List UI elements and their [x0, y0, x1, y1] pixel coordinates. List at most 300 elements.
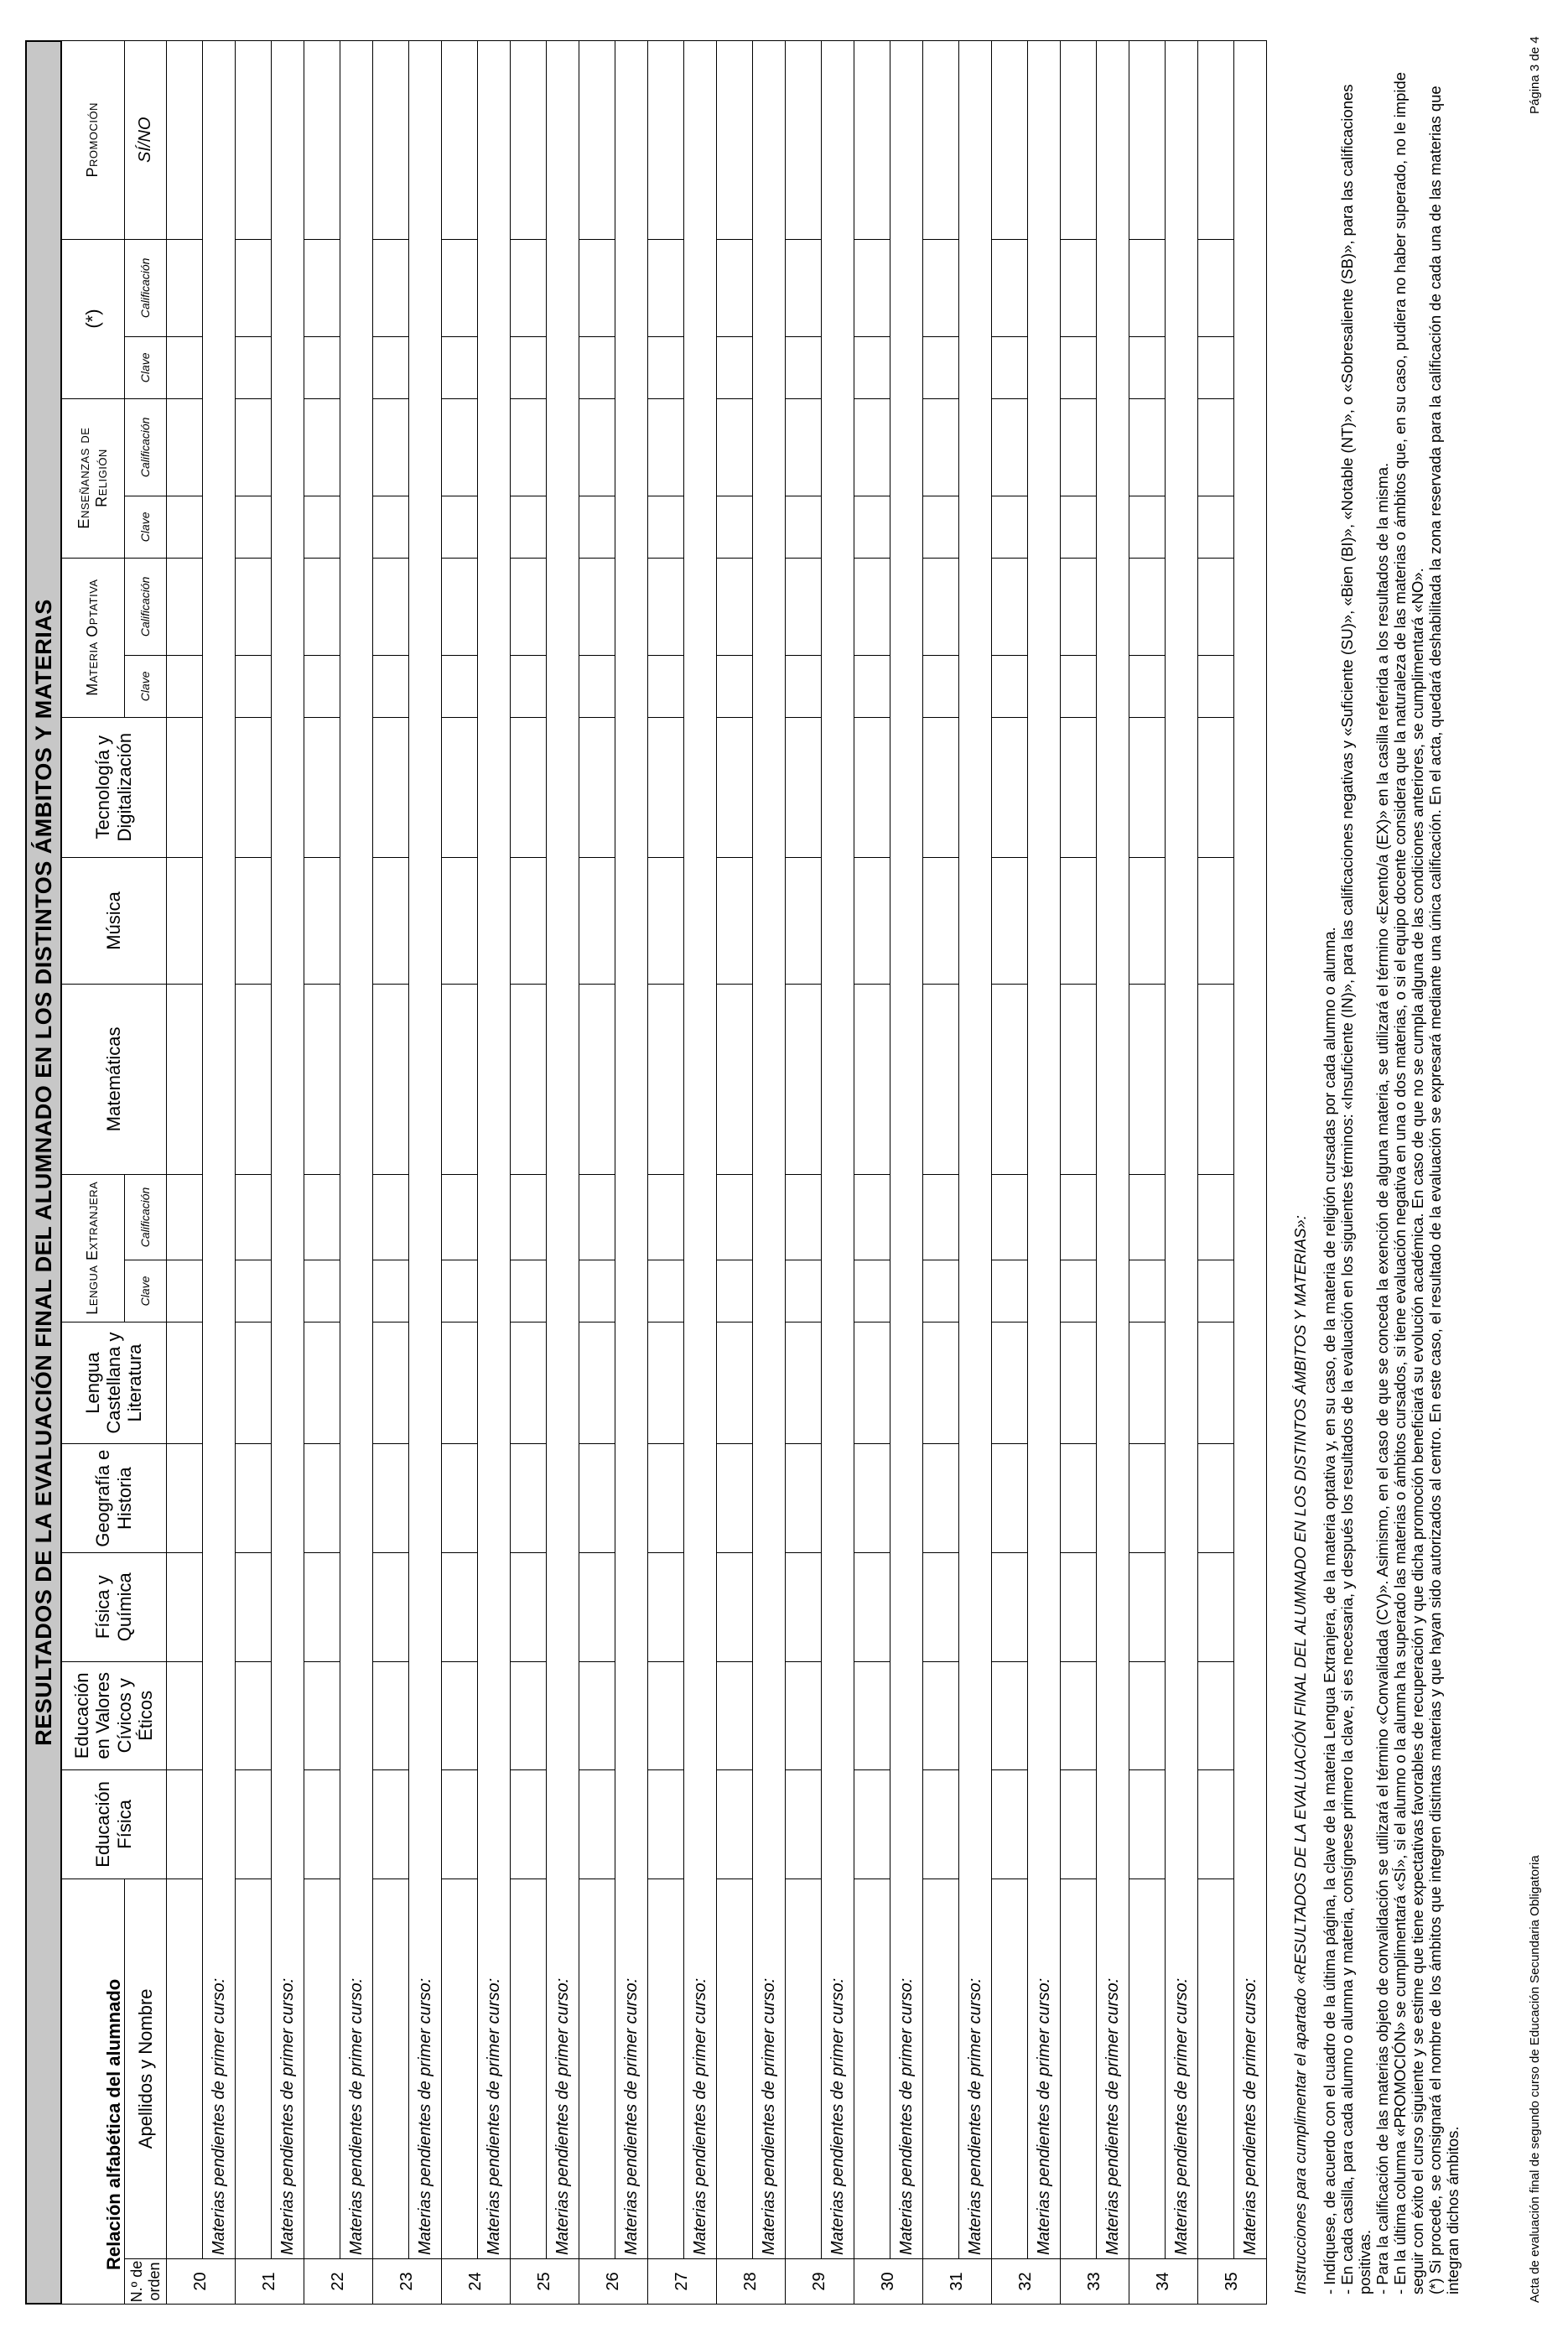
grade-cell[interactable]: [1129, 1444, 1166, 1553]
grade-cell[interactable]: [854, 1661, 890, 1770]
grade-cell[interactable]: [648, 558, 684, 656]
grade-cell[interactable]: [854, 857, 890, 984]
grade-cell[interactable]: [717, 985, 753, 1175]
grade-cell[interactable]: [236, 656, 272, 717]
grade-cell[interactable]: [236, 985, 272, 1175]
grade-cell[interactable]: [923, 1174, 959, 1260]
grade-cell[interactable]: [579, 239, 615, 337]
student-name-cell[interactable]: [992, 1879, 1028, 2258]
grade-cell[interactable]: [511, 1661, 547, 1770]
grade-cell[interactable]: [992, 337, 1028, 398]
grade-cell[interactable]: [442, 985, 478, 1175]
grade-cell[interactable]: [717, 1174, 753, 1260]
pending-subjects-cell[interactable]: Materias pendientes de primer curso:: [615, 41, 648, 2259]
grade-cell[interactable]: [1198, 1770, 1234, 1879]
pending-subjects-cell[interactable]: Materias pendientes de primer curso:: [890, 41, 923, 2259]
grade-cell[interactable]: [1061, 1260, 1097, 1322]
grade-cell[interactable]: [648, 1322, 684, 1444]
grade-cell[interactable]: [1129, 337, 1166, 398]
grade-cell[interactable]: [1198, 985, 1234, 1175]
grade-cell[interactable]: [717, 656, 753, 717]
grade-cell[interactable]: [786, 1770, 822, 1879]
grade-cell[interactable]: [992, 656, 1028, 717]
grade-cell[interactable]: [648, 857, 684, 984]
grade-cell[interactable]: [373, 496, 409, 558]
grade-cell[interactable]: [992, 1661, 1028, 1770]
grade-cell[interactable]: [854, 1322, 890, 1444]
student-name-cell[interactable]: [442, 1879, 478, 2258]
grade-cell[interactable]: [923, 239, 959, 337]
grade-cell[interactable]: [923, 398, 959, 496]
grade-cell[interactable]: [373, 239, 409, 337]
grade-cell[interactable]: [717, 496, 753, 558]
grade-cell[interactable]: [579, 1260, 615, 1322]
grade-cell[interactable]: [442, 1552, 478, 1661]
student-name-cell[interactable]: [648, 1879, 684, 2258]
grade-cell[interactable]: [1129, 41, 1166, 240]
grade-cell[interactable]: [854, 41, 890, 240]
grade-cell[interactable]: [1198, 656, 1234, 717]
student-name-cell[interactable]: [304, 1879, 340, 2258]
grade-cell[interactable]: [1198, 1260, 1234, 1322]
grade-cell[interactable]: [304, 1552, 340, 1661]
grade-cell[interactable]: [236, 496, 272, 558]
grade-cell[interactable]: [511, 558, 547, 656]
grade-cell[interactable]: [923, 558, 959, 656]
grade-cell[interactable]: [992, 496, 1028, 558]
pending-subjects-cell[interactable]: Materias pendientes de primer curso:: [959, 41, 992, 2259]
grade-cell[interactable]: [167, 1552, 203, 1661]
grade-cell[interactable]: [1061, 857, 1097, 984]
grade-cell[interactable]: [1061, 1174, 1097, 1260]
grade-cell[interactable]: [579, 1174, 615, 1260]
grade-cell[interactable]: [717, 337, 753, 398]
grade-cell[interactable]: [511, 1552, 547, 1661]
grade-cell[interactable]: [923, 1770, 959, 1879]
student-name-cell[interactable]: [923, 1879, 959, 2258]
grade-cell[interactable]: [236, 1661, 272, 1770]
grade-cell[interactable]: [442, 656, 478, 717]
grade-cell[interactable]: [717, 239, 753, 337]
grade-cell[interactable]: [236, 1174, 272, 1260]
grade-cell[interactable]: [1061, 1552, 1097, 1661]
pending-subjects-cell[interactable]: Materias pendientes de primer curso:: [203, 41, 236, 2259]
grade-cell[interactable]: [442, 1661, 478, 1770]
grade-cell[interactable]: [1061, 1444, 1097, 1553]
grade-cell[interactable]: [304, 558, 340, 656]
grade-cell[interactable]: [236, 1322, 272, 1444]
grade-cell[interactable]: [236, 1770, 272, 1879]
grade-cell[interactable]: [442, 1322, 478, 1444]
grade-cell[interactable]: [579, 1770, 615, 1879]
grade-cell[interactable]: [1198, 239, 1234, 337]
grade-cell[interactable]: [304, 337, 340, 398]
grade-cell[interactable]: [1198, 1444, 1234, 1553]
grade-cell[interactable]: [648, 1260, 684, 1322]
grade-cell[interactable]: [854, 985, 890, 1175]
grade-cell[interactable]: [579, 1552, 615, 1661]
pending-subjects-cell[interactable]: Materias pendientes de primer curso:: [753, 41, 786, 2259]
grade-cell[interactable]: [923, 1552, 959, 1661]
grade-cell[interactable]: [923, 1322, 959, 1444]
grade-cell[interactable]: [1061, 239, 1097, 337]
grade-cell[interactable]: [304, 1661, 340, 1770]
grade-cell[interactable]: [717, 1552, 753, 1661]
grade-cell[interactable]: [786, 1174, 822, 1260]
grade-cell[interactable]: [236, 1444, 272, 1553]
grade-cell[interactable]: [167, 1661, 203, 1770]
grade-cell[interactable]: [717, 1770, 753, 1879]
grade-cell[interactable]: [304, 1174, 340, 1260]
grade-cell[interactable]: [373, 1260, 409, 1322]
grade-cell[interactable]: [511, 1260, 547, 1322]
grade-cell[interactable]: [167, 1322, 203, 1444]
grade-cell[interactable]: [992, 1770, 1028, 1879]
grade-cell[interactable]: [442, 1444, 478, 1553]
grade-cell[interactable]: [1198, 337, 1234, 398]
grade-cell[interactable]: [923, 1260, 959, 1322]
grade-cell[interactable]: [717, 717, 753, 857]
grade-cell[interactable]: [579, 398, 615, 496]
grade-cell[interactable]: [511, 857, 547, 984]
grade-cell[interactable]: [1129, 1552, 1166, 1661]
student-name-cell[interactable]: [786, 1879, 822, 2258]
grade-cell[interactable]: [717, 41, 753, 240]
grade-cell[interactable]: [511, 398, 547, 496]
grade-cell[interactable]: [304, 1444, 340, 1553]
grade-cell[interactable]: [1061, 337, 1097, 398]
grade-cell[interactable]: [717, 398, 753, 496]
student-name-cell[interactable]: [373, 1879, 409, 2258]
grade-cell[interactable]: [786, 857, 822, 984]
grade-cell[interactable]: [992, 1552, 1028, 1661]
grade-cell[interactable]: [373, 717, 409, 857]
grade-cell[interactable]: [1129, 717, 1166, 857]
grade-cell[interactable]: [1198, 398, 1234, 496]
grade-cell[interactable]: [648, 656, 684, 717]
grade-cell[interactable]: [992, 41, 1028, 240]
grade-cell[interactable]: [1129, 1661, 1166, 1770]
grade-cell[interactable]: [442, 558, 478, 656]
grade-cell[interactable]: [786, 558, 822, 656]
grade-cell[interactable]: [923, 656, 959, 717]
grade-cell[interactable]: [304, 496, 340, 558]
grade-cell[interactable]: [717, 857, 753, 984]
grade-cell[interactable]: [1129, 1770, 1166, 1879]
grade-cell[interactable]: [786, 337, 822, 398]
grade-cell[interactable]: [373, 1770, 409, 1879]
grade-cell[interactable]: [854, 1260, 890, 1322]
grade-cell[interactable]: [236, 1552, 272, 1661]
grade-cell[interactable]: [854, 496, 890, 558]
grade-cell[interactable]: [786, 656, 822, 717]
grade-cell[interactable]: [511, 337, 547, 398]
grade-cell[interactable]: [992, 239, 1028, 337]
grade-cell[interactable]: [236, 857, 272, 984]
grade-cell[interactable]: [992, 1174, 1028, 1260]
grade-cell[interactable]: [579, 1322, 615, 1444]
grade-cell[interactable]: [167, 558, 203, 656]
grade-cell[interactable]: [1198, 496, 1234, 558]
grade-cell[interactable]: [648, 1552, 684, 1661]
grade-cell[interactable]: [1061, 717, 1097, 857]
student-name-cell[interactable]: [579, 1879, 615, 2258]
grade-cell[interactable]: [304, 239, 340, 337]
grade-cell[interactable]: [1129, 985, 1166, 1175]
grade-cell[interactable]: [648, 496, 684, 558]
grade-cell[interactable]: [442, 717, 478, 857]
grade-cell[interactable]: [511, 1770, 547, 1879]
grade-cell[interactable]: [442, 41, 478, 240]
student-name-cell[interactable]: [1061, 1879, 1097, 2258]
grade-cell[interactable]: [1198, 1552, 1234, 1661]
grade-cell[interactable]: [1061, 398, 1097, 496]
grade-cell[interactable]: [717, 1260, 753, 1322]
grade-cell[interactable]: [373, 1552, 409, 1661]
grade-cell[interactable]: [511, 1322, 547, 1444]
pending-subjects-cell[interactable]: Materias pendientes de primer curso:: [822, 41, 854, 2259]
grade-cell[interactable]: [304, 656, 340, 717]
grade-cell[interactable]: [373, 656, 409, 717]
grade-cell[interactable]: [992, 1260, 1028, 1322]
grade-cell[interactable]: [167, 496, 203, 558]
grade-cell[interactable]: [992, 857, 1028, 984]
student-name-cell[interactable]: [167, 1879, 203, 2258]
grade-cell[interactable]: [1129, 239, 1166, 337]
grade-cell[interactable]: [923, 857, 959, 984]
grade-cell[interactable]: [717, 1322, 753, 1444]
grade-cell[interactable]: [1198, 1661, 1234, 1770]
grade-cell[interactable]: [1198, 857, 1234, 984]
grade-cell[interactable]: [854, 558, 890, 656]
grade-cell[interactable]: [1061, 558, 1097, 656]
grade-cell[interactable]: [923, 337, 959, 398]
grade-cell[interactable]: [786, 1661, 822, 1770]
grade-cell[interactable]: [304, 985, 340, 1175]
student-name-cell[interactable]: [717, 1879, 753, 2258]
grade-cell[interactable]: [1129, 656, 1166, 717]
grade-cell[interactable]: [992, 398, 1028, 496]
pending-subjects-cell[interactable]: Materias pendientes de primer curso:: [684, 41, 717, 2259]
grade-cell[interactable]: [236, 717, 272, 857]
grade-cell[interactable]: [579, 985, 615, 1175]
grade-cell[interactable]: [1129, 496, 1166, 558]
grade-cell[interactable]: [923, 1444, 959, 1553]
grade-cell[interactable]: [1061, 1770, 1097, 1879]
grade-cell[interactable]: [854, 1174, 890, 1260]
grade-cell[interactable]: [992, 1322, 1028, 1444]
grade-cell[interactable]: [511, 239, 547, 337]
pending-subjects-cell[interactable]: Materias pendientes de primer curso:: [1097, 41, 1129, 2259]
grade-cell[interactable]: [304, 717, 340, 857]
grade-cell[interactable]: [304, 1260, 340, 1322]
grade-cell[interactable]: [373, 857, 409, 984]
grade-cell[interactable]: [1198, 717, 1234, 857]
grade-cell[interactable]: [442, 1770, 478, 1879]
grade-cell[interactable]: [1198, 41, 1234, 240]
grade-cell[interactable]: [579, 558, 615, 656]
grade-cell[interactable]: [373, 558, 409, 656]
pending-subjects-cell[interactable]: Materias pendientes de primer curso:: [1166, 41, 1198, 2259]
student-name-cell[interactable]: [854, 1879, 890, 2258]
grade-cell[interactable]: [167, 717, 203, 857]
grade-cell[interactable]: [923, 41, 959, 240]
grade-cell[interactable]: [648, 1770, 684, 1879]
grade-cell[interactable]: [648, 1174, 684, 1260]
grade-cell[interactable]: [167, 1770, 203, 1879]
grade-cell[interactable]: [304, 857, 340, 984]
grade-cell[interactable]: [442, 1174, 478, 1260]
pending-subjects-cell[interactable]: Materias pendientes de primer curso:: [340, 41, 373, 2259]
grade-cell[interactable]: [1129, 1260, 1166, 1322]
grade-cell[interactable]: [579, 337, 615, 398]
grade-cell[interactable]: [648, 239, 684, 337]
grade-cell[interactable]: [1061, 496, 1097, 558]
grade-cell[interactable]: [579, 857, 615, 984]
grade-cell[interactable]: [786, 1444, 822, 1553]
grade-cell[interactable]: [511, 496, 547, 558]
grade-cell[interactable]: [1129, 1174, 1166, 1260]
pending-subjects-cell[interactable]: Materias pendientes de primer curso:: [409, 41, 442, 2259]
grade-cell[interactable]: [442, 239, 478, 337]
grade-cell[interactable]: [442, 496, 478, 558]
grade-cell[interactable]: [511, 1174, 547, 1260]
grade-cell[interactable]: [167, 398, 203, 496]
grade-cell[interactable]: [442, 398, 478, 496]
grade-cell[interactable]: [373, 1661, 409, 1770]
grade-cell[interactable]: [992, 717, 1028, 857]
grade-cell[interactable]: [786, 496, 822, 558]
grade-cell[interactable]: [786, 398, 822, 496]
pending-subjects-cell[interactable]: Materias pendientes de primer curso:: [1234, 41, 1267, 2259]
grade-cell[interactable]: [167, 1444, 203, 1553]
grade-cell[interactable]: [717, 1444, 753, 1553]
grade-cell[interactable]: [1198, 558, 1234, 656]
grade-cell[interactable]: [167, 656, 203, 717]
grade-cell[interactable]: [786, 41, 822, 240]
grade-cell[interactable]: [648, 717, 684, 857]
grade-cell[interactable]: [373, 1444, 409, 1553]
grade-cell[interactable]: [511, 1444, 547, 1553]
grade-cell[interactable]: [511, 985, 547, 1175]
grade-cell[interactable]: [236, 398, 272, 496]
grade-cell[interactable]: [579, 1661, 615, 1770]
grade-cell[interactable]: [786, 717, 822, 857]
grade-cell[interactable]: [786, 1260, 822, 1322]
grade-cell[interactable]: [923, 717, 959, 857]
grade-cell[interactable]: [304, 398, 340, 496]
grade-cell[interactable]: [648, 41, 684, 240]
grade-cell[interactable]: [854, 1444, 890, 1553]
grade-cell[interactable]: [373, 337, 409, 398]
grade-cell[interactable]: [648, 337, 684, 398]
grade-cell[interactable]: [1198, 1322, 1234, 1444]
student-name-cell[interactable]: [236, 1879, 272, 2258]
grade-cell[interactable]: [854, 398, 890, 496]
pending-subjects-cell[interactable]: Materias pendientes de primer curso:: [272, 41, 304, 2259]
grade-cell[interactable]: [373, 41, 409, 240]
grade-cell[interactable]: [1061, 41, 1097, 240]
grade-cell[interactable]: [648, 985, 684, 1175]
grade-cell[interactable]: [579, 41, 615, 240]
grade-cell[interactable]: [1198, 1174, 1234, 1260]
grade-cell[interactable]: [511, 656, 547, 717]
grade-cell[interactable]: [1129, 857, 1166, 984]
grade-cell[interactable]: [304, 1770, 340, 1879]
grade-cell[interactable]: [717, 558, 753, 656]
grade-cell[interactable]: [167, 239, 203, 337]
grade-cell[interactable]: [373, 398, 409, 496]
grade-cell[interactable]: [992, 985, 1028, 1175]
grade-cell[interactable]: [236, 1260, 272, 1322]
grade-cell[interactable]: [511, 41, 547, 240]
grade-cell[interactable]: [167, 1174, 203, 1260]
grade-cell[interactable]: [1061, 1322, 1097, 1444]
grade-cell[interactable]: [786, 239, 822, 337]
grade-cell[interactable]: [992, 1444, 1028, 1553]
grade-cell[interactable]: [373, 1174, 409, 1260]
grade-cell[interactable]: [992, 558, 1028, 656]
grade-cell[interactable]: [442, 1260, 478, 1322]
grade-cell[interactable]: [854, 239, 890, 337]
grade-cell[interactable]: [854, 1552, 890, 1661]
grade-cell[interactable]: [854, 337, 890, 398]
grade-cell[interactable]: [304, 1322, 340, 1444]
grade-cell[interactable]: [442, 337, 478, 398]
student-name-cell[interactable]: [1129, 1879, 1166, 2258]
pending-subjects-cell[interactable]: Materias pendientes de primer curso:: [547, 41, 579, 2259]
grade-cell[interactable]: [923, 1661, 959, 1770]
grade-cell[interactable]: [648, 1661, 684, 1770]
grade-cell[interactable]: [167, 1260, 203, 1322]
grade-cell[interactable]: [167, 41, 203, 240]
grade-cell[interactable]: [442, 857, 478, 984]
grade-cell[interactable]: [786, 1322, 822, 1444]
grade-cell[interactable]: [304, 41, 340, 240]
grade-cell[interactable]: [167, 857, 203, 984]
pending-subjects-cell[interactable]: Materias pendientes de primer curso:: [478, 41, 511, 2259]
grade-cell[interactable]: [579, 717, 615, 857]
grade-cell[interactable]: [373, 1322, 409, 1444]
student-name-cell[interactable]: [511, 1879, 547, 2258]
grade-cell[interactable]: [717, 1661, 753, 1770]
grade-cell[interactable]: [1061, 985, 1097, 1175]
grade-cell[interactable]: [236, 558, 272, 656]
grade-cell[interactable]: [236, 239, 272, 337]
grade-cell[interactable]: [1061, 656, 1097, 717]
grade-cell[interactable]: [786, 985, 822, 1175]
grade-cell[interactable]: [923, 985, 959, 1175]
grade-cell[interactable]: [236, 41, 272, 240]
grade-cell[interactable]: [648, 398, 684, 496]
grade-cell[interactable]: [854, 717, 890, 857]
grade-cell[interactable]: [648, 1444, 684, 1553]
grade-cell[interactable]: [923, 496, 959, 558]
grade-cell[interactable]: [167, 337, 203, 398]
grade-cell[interactable]: [1129, 1322, 1166, 1444]
grade-cell[interactable]: [786, 1552, 822, 1661]
grade-cell[interactable]: [579, 656, 615, 717]
student-name-cell[interactable]: [1198, 1879, 1234, 2258]
grade-cell[interactable]: [236, 337, 272, 398]
grade-cell[interactable]: [1129, 398, 1166, 496]
grade-cell[interactable]: [1061, 1661, 1097, 1770]
grade-cell[interactable]: [579, 496, 615, 558]
grade-cell[interactable]: [373, 985, 409, 1175]
grade-cell[interactable]: [579, 1444, 615, 1553]
pending-subjects-cell[interactable]: Materias pendientes de primer curso:: [1028, 41, 1061, 2259]
grade-cell[interactable]: [1129, 558, 1166, 656]
